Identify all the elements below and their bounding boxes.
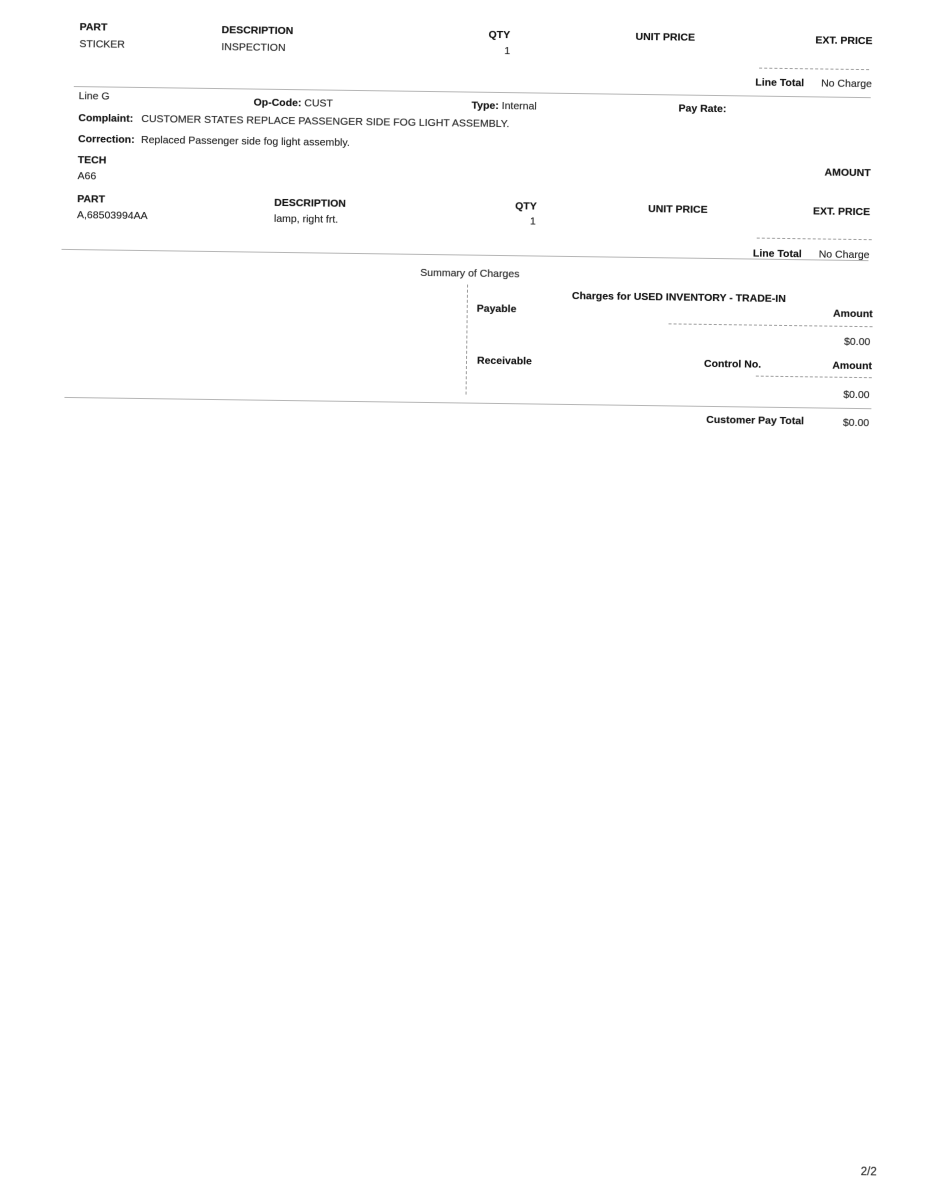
parts-header-qty-1: QTY	[488, 28, 511, 42]
receivable-amount-value: $0.00	[843, 388, 870, 402]
receivable-amount-header: Amount	[832, 359, 873, 373]
line-id: Line G	[78, 90, 110, 103]
section-divider-1	[74, 86, 871, 98]
customer-pay-total-value: $0.00	[842, 416, 870, 430]
pay-rate-label: Pay Rate:	[678, 102, 727, 116]
complaint-text: CUSTOMER STATES REPLACE PASSENGER SIDE FOG LIGHT ASSEMBLY.	[141, 112, 510, 131]
correction-label: Correction:	[77, 133, 135, 146]
payable-amount-header: Amount	[832, 307, 873, 321]
complaint-label: Complaint:	[78, 112, 134, 125]
section-divider-2	[62, 249, 869, 261]
payable-amount-separator	[669, 323, 873, 327]
part-qty-cell-1: 1	[504, 45, 511, 58]
receivable-amount-separator	[756, 376, 872, 379]
line-total-value-2: No Charge	[818, 248, 870, 262]
page-indicator: 2/2	[860, 1166, 877, 1179]
part-qty-cell-2: 1	[529, 215, 536, 228]
op-code-value: CUST	[304, 97, 334, 110]
part-description-cell-1: INSPECTION	[221, 41, 286, 54]
parts-header-qty-2: QTY	[515, 200, 537, 213]
type-value: Internal	[501, 100, 537, 113]
parts-header-ext-price-2: EXT. PRICE	[812, 205, 871, 219]
line-total-separator-2	[757, 238, 872, 241]
parts-header-unit-price-2: UNIT PRICE	[648, 203, 708, 216]
tech-id: A66	[77, 170, 97, 183]
parts-header-unit-price-1: UNIT PRICE	[635, 30, 696, 44]
parts-header-description-2: DESCRIPTION	[274, 196, 347, 210]
line-total-row-1	[755, 77, 872, 91]
part-number-cell-1: STICKER	[79, 38, 125, 51]
customer-pay-total-label: Customer Pay Total	[706, 413, 805, 428]
line-total-label-1: Line Total	[755, 76, 805, 90]
amount-header: AMOUNT	[824, 166, 871, 180]
part-description-cell-2: lamp, right frt.	[273, 212, 339, 226]
parts-header-part-1: PART	[79, 21, 108, 34]
tech-header: TECH	[77, 154, 107, 167]
payable-amount-value: $0.00	[843, 335, 871, 349]
parts-header-ext-price-1: EXT. PRICE	[815, 34, 873, 48]
summary-bottom-divider	[64, 397, 871, 409]
type-label: Type:	[471, 99, 499, 112]
line-total-separator-1	[759, 68, 869, 71]
parts-header-description-1: DESCRIPTION	[221, 24, 294, 38]
line-total-label-2: Line Total	[752, 247, 802, 261]
op-code-label: Op-Code:	[253, 96, 302, 110]
receivable-label: Receivable	[476, 354, 532, 368]
summary-vertical-divider	[466, 285, 469, 395]
charges-category-header: Charges for USED INVENTORY - TRADE-IN	[571, 290, 786, 306]
summary-title: Summary of Charges	[420, 266, 520, 281]
parts-header-part-2: PART	[77, 193, 106, 206]
op-code-field	[254, 97, 334, 111]
control-no-label: Control No.	[703, 357, 762, 371]
payable-label: Payable	[476, 302, 517, 316]
line-total-value-1: No Charge	[821, 77, 872, 91]
type-field	[471, 100, 536, 114]
correction-text: Replaced Passenger side fog light assembly.	[140, 133, 350, 149]
part-number-cell-2: A,68503994AA	[76, 209, 148, 223]
